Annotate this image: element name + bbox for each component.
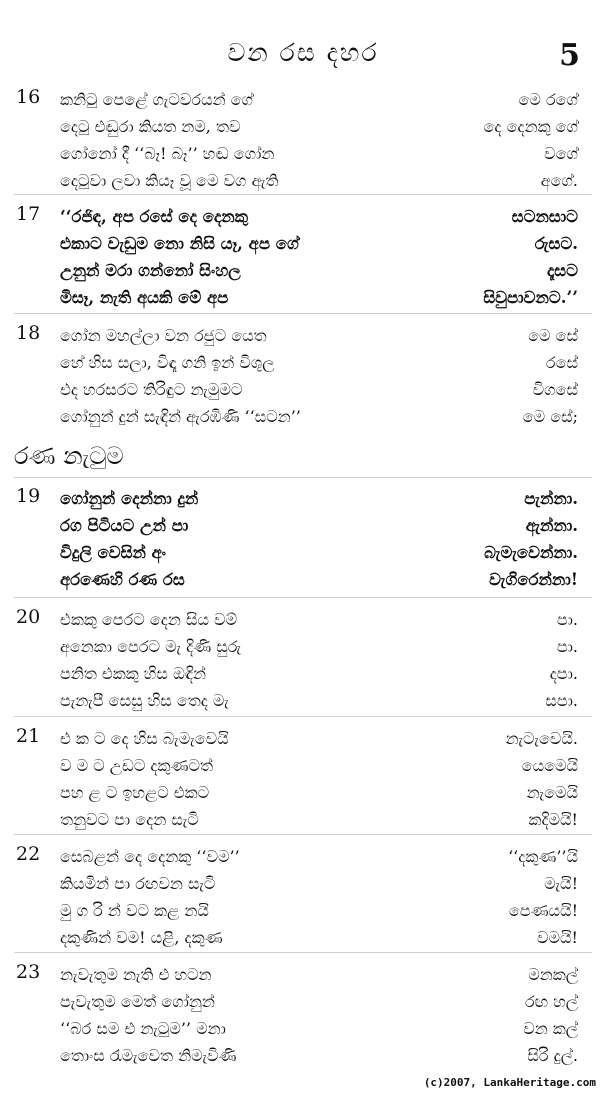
verse-line-left: හේ හිස සලා, විඳෑ ගනි ඉන් විශුල bbox=[60, 353, 275, 372]
verse-line bbox=[0, 752, 606, 779]
verse-divider bbox=[14, 597, 592, 598]
verse-line-left: එකාට වැඩුම නො නිසි යෑ, අප ගේ bbox=[60, 234, 299, 253]
verse-line-left: ‘‘රජිඳ, අප රසේ දෙ දෙනකු bbox=[60, 207, 249, 226]
verse-line-right: මනකල් bbox=[528, 965, 578, 984]
verse-number: 18 bbox=[16, 322, 41, 344]
section-heading: රණ නැටුම bbox=[14, 442, 124, 470]
verse-line-right: පා. bbox=[556, 637, 578, 656]
verse bbox=[0, 606, 606, 714]
verse-line-right: සිවුපාවනට.’’ bbox=[483, 288, 578, 307]
verse-line-left: විදුලි වෙසින් අං bbox=[60, 543, 166, 562]
verse-line-left: පහ ළ ට ඉහළට එකට bbox=[60, 783, 210, 802]
verse bbox=[0, 86, 606, 194]
verse-line-left: ගෝනෝ දී ‘‘බෑ! බෑ’’ හඬ ගෝන bbox=[60, 144, 275, 163]
verse-number: 19 bbox=[16, 485, 41, 507]
verse bbox=[0, 961, 606, 1069]
verse-line bbox=[0, 140, 606, 167]
verse-line bbox=[0, 539, 606, 566]
verse-line-left: එද හරසරට තිරිඳුට නැමුමට bbox=[60, 380, 243, 399]
verse-line-left: පැවැතුම මෙත් ගෝනුන් bbox=[60, 992, 215, 1011]
verse-number: 16 bbox=[16, 86, 41, 108]
verse-line bbox=[0, 203, 606, 230]
verse-divider bbox=[14, 313, 592, 314]
verse-line-right: ඇන්නා. bbox=[525, 516, 578, 535]
verse bbox=[0, 322, 606, 430]
verse bbox=[0, 843, 606, 951]
verse-divider bbox=[14, 716, 592, 717]
verse-line-right: මෙ සේ; bbox=[522, 407, 578, 426]
verse-line-right: මෙ රගේ bbox=[518, 90, 578, 109]
verse-line-left: ගෝන මහල්ලා වන රජුට යෙත bbox=[60, 326, 267, 345]
verse-line bbox=[0, 779, 606, 806]
verse-line bbox=[0, 512, 606, 539]
verse-line bbox=[0, 257, 606, 284]
page-header bbox=[0, 30, 606, 80]
verse-line bbox=[0, 566, 606, 593]
verse-line-left: දෙටු එඬුරා කියත නම, තව bbox=[60, 117, 241, 136]
verse-line-right: සටනසාට bbox=[511, 207, 578, 226]
verse-line-left: මිසෑ, නැති අයකි මේ අප bbox=[60, 288, 229, 307]
verse-line-left: කියමින් පා රඟවන සැටි bbox=[60, 874, 216, 893]
verse-line bbox=[0, 284, 606, 311]
verse-line-left: සෙබළන් දෙ දෙනකු ‘‘වම’’ bbox=[60, 847, 240, 866]
verse-line-left: අරණෙහි රණ රස bbox=[60, 570, 185, 589]
verse-divider bbox=[14, 477, 592, 478]
verse-line bbox=[0, 843, 606, 870]
verse-line-right: ‘‘දකුණ’’යි bbox=[508, 847, 578, 866]
verse-line-right: වමයි! bbox=[537, 928, 578, 947]
page-title: වන රස දහර bbox=[227, 38, 379, 67]
verse-line-right: සපා. bbox=[545, 691, 578, 710]
verse-line bbox=[0, 687, 606, 714]
verse-line bbox=[0, 230, 606, 257]
verse-line-left: තනුවට පා දෙන සැටි bbox=[60, 810, 199, 829]
verse-line bbox=[0, 1042, 606, 1069]
verse-line bbox=[0, 113, 606, 140]
verse-line bbox=[0, 322, 606, 349]
verse-line-right: මැයි! bbox=[544, 874, 578, 893]
verse-number: 23 bbox=[16, 961, 41, 983]
verse-line-right: දෙ දෙනකු ගේ bbox=[483, 117, 578, 136]
verse-line-right: නැටැවෙයි. bbox=[505, 729, 578, 748]
verse-line-right: යෙමෙයි bbox=[521, 756, 578, 775]
verse-number: 20 bbox=[16, 606, 41, 628]
verse-line bbox=[0, 606, 606, 633]
verse-line-left: නැවැතුම නැති එ හටන bbox=[60, 965, 212, 984]
verse-line-right: පෙණයයි! bbox=[508, 901, 578, 920]
verse-line bbox=[0, 897, 606, 924]
verse-line-right: මෙ සේ bbox=[528, 326, 578, 345]
verse-line-right: අගේ. bbox=[540, 171, 578, 190]
verse-line-left: ව ම ට උඩට දකුණටත් bbox=[60, 756, 213, 775]
verse-line-right: රසේ bbox=[545, 353, 578, 372]
verse-line bbox=[0, 349, 606, 376]
verse-line-right: වගේ bbox=[544, 144, 578, 163]
verse-line-left: මු ග රි න් වට කළ නයි bbox=[60, 901, 209, 920]
verse-line-left: ‘‘බර සම එ නැටුම’’ මනා bbox=[60, 1019, 226, 1038]
verse-line bbox=[0, 403, 606, 430]
verse-line-left: එකකු පෙරට දෙන සිය වම් bbox=[60, 610, 238, 629]
verse-divider bbox=[14, 952, 592, 953]
verse-line-right: දෑසට bbox=[546, 261, 578, 280]
verse-line-right: රුසට. bbox=[534, 234, 578, 253]
verse-line-left: ගෝනුන් දෙන්නා දුන් bbox=[60, 489, 199, 508]
verse-line bbox=[0, 376, 606, 403]
verse-line-left: අනෙකා පෙරට මැ දිණි සුරු bbox=[60, 637, 242, 656]
verse-line bbox=[0, 660, 606, 687]
verse-divider bbox=[14, 194, 592, 195]
page-number: 5 bbox=[559, 38, 580, 73]
verse-line-left: රග පිටියට උන් පා bbox=[60, 516, 189, 535]
verse-line bbox=[0, 485, 606, 512]
verse-line-right: විගසේ bbox=[532, 380, 578, 399]
verse-line bbox=[0, 725, 606, 752]
verse-line-left: පැනැපී සෙසු හිස තෙද මැ bbox=[60, 691, 229, 710]
verse-line-left: දකුණින් වම! යළි, දකුණ bbox=[60, 928, 223, 947]
verse-line bbox=[0, 1015, 606, 1042]
verse-line bbox=[0, 806, 606, 833]
verse-line bbox=[0, 633, 606, 660]
verse-line-right: වැගිරෙන්නා! bbox=[489, 570, 578, 589]
verse-line-right: රඟ හල් bbox=[524, 992, 578, 1011]
verse-line-left: ගෝනුන් දුන් සැඳින් ඇරඹිණි ‘‘සටන’’ bbox=[60, 407, 301, 426]
verse-line-left: පනිත එකකු හිස ඔඳින් bbox=[60, 664, 206, 683]
verse-line-right: සිරි දුල්. bbox=[527, 1046, 578, 1065]
verse-number: 22 bbox=[16, 843, 41, 865]
verse-line-left: එ ක ට දෙ හිස බැමැවෙයි bbox=[60, 729, 229, 748]
verse-line-right: පා. bbox=[556, 610, 578, 629]
verse-line-right: නැමෙයි bbox=[526, 783, 578, 802]
verse-line bbox=[0, 961, 606, 988]
verse-line bbox=[0, 924, 606, 951]
verse-line-right: බැමැවෙන්නා. bbox=[484, 543, 578, 562]
verse bbox=[0, 725, 606, 833]
verse-divider bbox=[14, 834, 592, 835]
verse-line-left: තොංස රැමැවෙත නිමැවිණි bbox=[60, 1046, 237, 1065]
verse-line-left: උනුන් මරා ගන්නෝ සිංහල bbox=[60, 261, 241, 280]
verse bbox=[0, 203, 606, 311]
verse-line-left: දෙටුවා ලවා කියෑ වූ මෙ වග ඇති bbox=[60, 171, 279, 190]
verse-line bbox=[0, 167, 606, 194]
verse-number: 17 bbox=[16, 203, 41, 225]
verse-number: 21 bbox=[16, 725, 41, 747]
verse-line-right: දපා. bbox=[549, 664, 578, 683]
copyright-footer: (c)2007, LankaHeritage.com bbox=[423, 1076, 596, 1089]
verse-line bbox=[0, 988, 606, 1015]
verse-line-left: කනිටු පෙළේ ගැටවරයන් ගේ bbox=[60, 90, 253, 109]
verse-line-right: පැන්නා. bbox=[524, 489, 578, 508]
verse-line bbox=[0, 86, 606, 113]
verse-line-right: වන කල් bbox=[523, 1019, 578, 1038]
verse bbox=[0, 485, 606, 593]
verse-line bbox=[0, 870, 606, 897]
verse-line-right: කදිමයි! bbox=[528, 810, 578, 829]
